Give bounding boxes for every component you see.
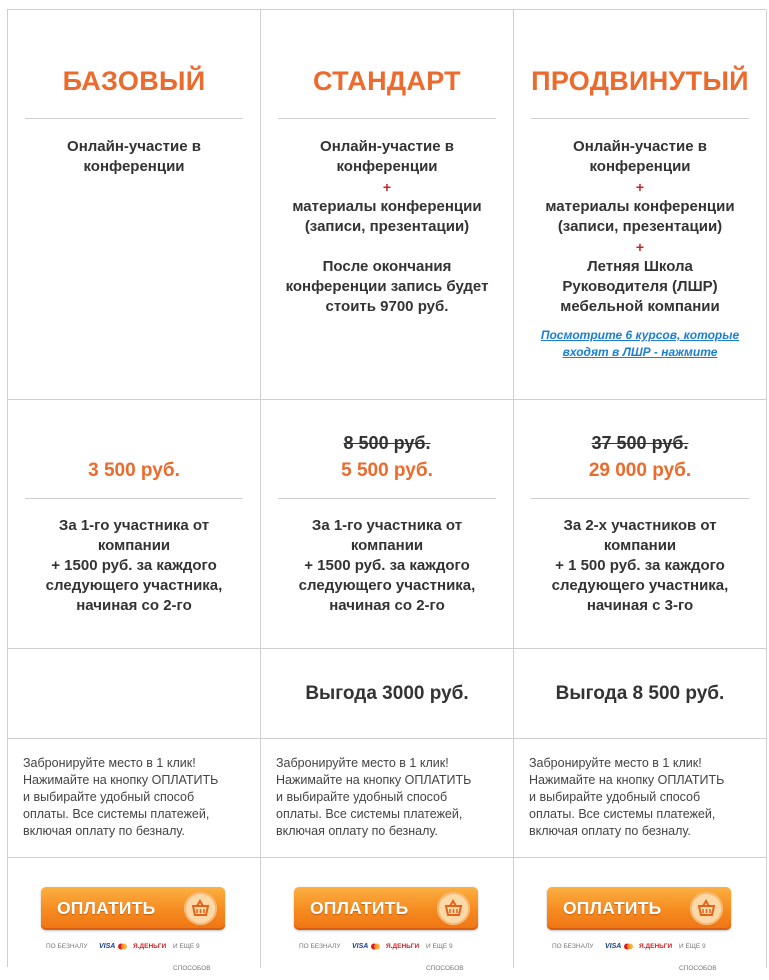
more-methods-label: И ЕЩЕ 9 СПОСОБОВ (679, 943, 717, 972)
plan-price: 29 000 руб. (588, 460, 692, 481)
bank-transfer-label: ПО БЕЗНАЛУ (299, 943, 341, 950)
payment-block (547, 887, 731, 972)
link-line: входят в ЛШР - нажмите (562, 345, 718, 359)
plan-description (8, 137, 260, 177)
desc-line: Онлайн-участие в (320, 138, 454, 155)
plan-title: СТАНДАРТ (313, 66, 461, 96)
bank-transfer-label: ПО БЕЗНАЛУ (552, 943, 594, 950)
note-line: Забронируйте место в 1 клик! (276, 756, 449, 770)
desc-line: материалы конференции (545, 198, 735, 215)
plan-description (261, 137, 513, 317)
plan-benefit: Выгода 8 500 руб. (555, 683, 725, 704)
desc-line: Онлайн-участие в (67, 138, 201, 155)
old-price: 37 500 руб. (591, 433, 689, 453)
plan-conditions (261, 516, 513, 616)
note-line: включая оплату по безналу. (23, 824, 185, 838)
yandex-money-icon: Я.ДЕНЬГИ (639, 943, 673, 950)
price-divider (25, 498, 243, 499)
plus-sign: + (382, 179, 392, 195)
pay-button-label: ОПЛАТИТЬ (563, 898, 662, 918)
plan-column-basic (8, 10, 260, 972)
yandex-money-icon: Я.ДЕНЬГИ (386, 943, 420, 950)
visa-icon: VISA (605, 943, 622, 950)
basket-icon (437, 892, 470, 925)
title-divider (25, 118, 243, 119)
condition-line: + 1 500 руб. за каждого (555, 557, 725, 574)
note-line: Нажимайте на кнопку ОПЛАТИТЬ (23, 773, 219, 787)
note-line: Забронируйте место в 1 клик! (23, 756, 196, 770)
note-line: и выбирайте удобный способ (529, 790, 701, 804)
condition-line: компании (350, 537, 424, 554)
old-price: 8 500 руб. (343, 433, 431, 453)
desc-line: (записи, презентации) (557, 218, 723, 235)
booking-note (276, 755, 501, 840)
pay-button[interactable] (41, 887, 225, 930)
note-line: Нажимайте на кнопку ОПЛАТИТЬ (529, 773, 725, 787)
payment-methods-strip (549, 936, 729, 972)
desc-line: стоить 9700 руб. (325, 298, 449, 315)
visa-icon: VISA (352, 943, 369, 950)
plan-price: 3 500 руб. (88, 460, 180, 481)
pricing-table (7, 9, 766, 972)
note-line: Забронируйте место в 1 клик! (529, 756, 702, 770)
basket-icon (184, 892, 217, 925)
plan-benefit: Выгода 3000 руб. (305, 683, 469, 704)
note-line: включая оплату по безналу. (276, 824, 438, 838)
desc-line: мебельной компании (560, 298, 720, 315)
condition-line: начиная со 2-го (76, 597, 192, 614)
plan-title: ПРОДВИНУТЫЙ (531, 66, 749, 96)
condition-line: За 1-го участника от (58, 517, 210, 534)
mastercard-icon (622, 936, 633, 958)
title-divider (278, 118, 496, 119)
condition-line: + 1500 руб. за каждого (304, 557, 470, 574)
plan-conditions (514, 516, 766, 616)
condition-line: + 1500 руб. за каждого (51, 557, 217, 574)
pay-button-label: ОПЛАТИТЬ (310, 898, 409, 918)
bank-transfer-label: ПО БЕЗНАЛУ (46, 943, 88, 950)
desc-line: конференции (336, 158, 438, 175)
plan-title: БАЗОВЫЙ (62, 66, 206, 96)
pay-button-label: ОПЛАТИТЬ (57, 898, 156, 918)
desc-line: конференции запись будет (285, 278, 489, 295)
table-border (766, 10, 767, 968)
pay-button[interactable] (294, 887, 478, 930)
more-methods-label: И ЕЩЕ 9 СПОСОБОВ (173, 943, 211, 972)
desc-line: После окончания (322, 258, 452, 275)
note-line: включая оплату по безналу. (529, 824, 691, 838)
note-line: оплаты. Все системы платежей, (529, 807, 716, 821)
booking-note (529, 755, 754, 840)
desc-line: (записи, презентации) (304, 218, 470, 235)
desc-line: Руководителя (ЛШР) (562, 278, 718, 295)
note-line: и выбирайте удобный способ (276, 790, 448, 804)
condition-line: начиная с 3-го (586, 597, 694, 614)
title-divider (531, 118, 749, 119)
plus-sign: + (635, 179, 645, 195)
desc-line: конференции (83, 158, 185, 175)
pay-button[interactable] (547, 887, 731, 930)
desc-line: материалы конференции (292, 198, 482, 215)
condition-line: За 1-го участника от (311, 517, 463, 534)
courses-link[interactable] (514, 327, 766, 361)
payment-block (294, 887, 478, 972)
plan-description (514, 137, 766, 361)
note-line: оплаты. Все системы платежей, (276, 807, 463, 821)
desc-spacer (261, 237, 513, 257)
note-line: Нажимайте на кнопку ОПЛАТИТЬ (276, 773, 472, 787)
payment-methods-strip (43, 936, 223, 972)
payment-block (41, 887, 225, 972)
condition-line: начиная со 2-го (329, 597, 445, 614)
price-divider (278, 498, 496, 499)
mastercard-icon (369, 936, 380, 958)
condition-line: За 2-х участников от (563, 517, 717, 534)
condition-line: компании (603, 537, 677, 554)
plan-conditions (8, 516, 260, 616)
plan-price: 5 500 руб. (341, 460, 433, 481)
basket-icon (690, 892, 723, 925)
more-methods-label: И ЕЩЕ 9 СПОСОБОВ (426, 943, 464, 972)
yandex-money-icon: Я.ДЕНЬГИ (133, 943, 167, 950)
booking-note (23, 755, 248, 840)
note-line: и выбирайте удобный способ (23, 790, 195, 804)
desc-line: конференции (589, 158, 691, 175)
condition-line: следующего участника, (298, 577, 476, 594)
plus-sign: + (635, 239, 645, 255)
desc-line: Онлайн-участие в (573, 138, 707, 155)
visa-icon: VISA (99, 943, 116, 950)
plan-column-advanced (514, 10, 766, 972)
condition-line: следующего участника, (551, 577, 729, 594)
condition-line: компании (97, 537, 171, 554)
payment-methods-strip (296, 936, 476, 972)
note-line: оплаты. Все системы платежей, (23, 807, 210, 821)
desc-line: Летняя Школа (587, 258, 693, 275)
mastercard-icon (116, 936, 127, 958)
price-divider (531, 498, 749, 499)
link-line: Посмотрите 6 курсов, которые (540, 328, 740, 342)
plan-column-standard (261, 10, 513, 972)
condition-line: следующего участника, (45, 577, 223, 594)
